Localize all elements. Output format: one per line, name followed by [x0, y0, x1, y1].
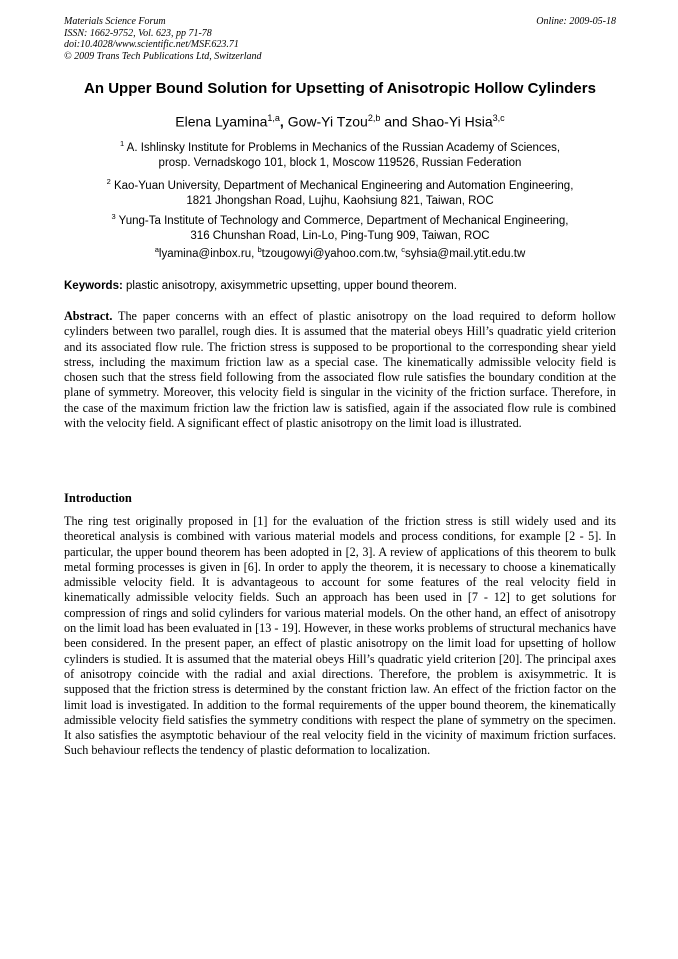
author-superscript: 3,c	[492, 113, 505, 123]
journal-name: Materials Science Forum	[64, 16, 166, 27]
online-date: Online: 2009-05-18	[536, 16, 616, 27]
author-name: Elena Lyamina	[175, 113, 268, 130]
affiliation-number: 3	[111, 212, 116, 221]
introduction-paragraph: The ring test originally proposed in [1] for the evaluation of the friction stress is still widely used and its theoretical analysis is combined with various material models and process conditions, for example [2 - 5]. In particular, the upper bound theorem has been adopted in [2, 3]. A review of applications of this theorem to bulk metal forming processes is given in [6]. In order to apply the theorem, it is necessary to choose a kinematically admissible velocity field. It is advantageous to account for some features of the real velocity field in kinematically admissible velocity fields. Such an approach has been used in [7 - 12] to get solutions for compression of rings and solid cylinders for various material models. On the other hand, an effect of anisotropy on the limit load has been evaluated in [13 - 19]. However, in these works problems of structural mechanics have been considered. In the present paper, an effect of plastic anisotropy on the limit load for upsetting of hollow cylinders is studied. It is assumed that the material obeys Hill’s quadratic yield criterion [20]. The principal axes of anisotropy coincide with the radial and axial directions. Therefore, the problem is axisymmetric. It is supposed that the friction stress is determined by the constant friction law. An effect of the friction factor on the limit load is investigated. In addition to the formal requirements of the upper bound theorem, the kinematically admissible velocity field satisfies the symmetry conditions with respect the plane of symmetry on the specimen. It also satisfies the asymptotic behaviour of the real velocity field in the vicinity of maximum friction surfaces. Such behaviour reflects the tendency of plastic deformation to localization.	[64, 514, 616, 758]
copyright-line: © 2009 Trans Tech Publications Ltd, Switzerland	[64, 50, 262, 62]
email-list	[40, 245, 640, 260]
affiliation-line: Yung-Ta Institute of Technology and Commerce, Department of Mechanical Engineering,	[118, 214, 569, 227]
email-separator: ,	[394, 247, 402, 260]
email-separator: ,	[251, 247, 258, 260]
email-superscript: b	[257, 245, 262, 254]
email-address[interactable]: syhsia@mail.ytit.edu.tw	[404, 247, 526, 260]
email-address[interactable]: lyamina@inbox.ru	[158, 247, 252, 260]
abstract-paragraph	[64, 309, 616, 431]
email-superscript: c	[401, 245, 405, 254]
author-list	[40, 113, 640, 130]
author-separator: ,	[279, 113, 288, 130]
author-superscript: 2,b	[367, 113, 381, 123]
author-separator: and	[380, 113, 412, 130]
author-superscript: 1,a	[267, 113, 280, 123]
affiliation-line: Kao-Yuan University, Department of Mechanical Engineering and Automation Engineering,	[113, 179, 574, 192]
doi-line: doi:10.4028/www.scientific.net/MSF.623.71	[64, 39, 239, 50]
paper-title: An Upper Bound Solution for Upsetting of Anisotropic Hollow Cylinders	[84, 80, 596, 97]
author-name: Shao-Yi Hsia	[411, 113, 493, 130]
affiliation-2	[60, 174, 620, 210]
affiliation-1	[60, 136, 620, 172]
email-address[interactable]: tzougowyi@yahoo.com.tw	[261, 247, 395, 260]
affiliation-line: 1821 Jhongshan Road, Lujhu, Kaohsiung 821, Taiwan, ROC	[186, 195, 494, 208]
affiliation-line: A. Ishlinsky Institute for Problems in Mechanics of the Russian Academy of Sciences,	[126, 141, 561, 154]
affiliation-3	[60, 209, 620, 245]
keywords-line	[64, 280, 616, 292]
affiliation-number: 1	[119, 139, 125, 148]
email-superscript: a	[154, 245, 159, 254]
author-name: Gow-Yi Tzou	[287, 113, 368, 130]
keywords-text: plastic anisotropy, axisymmetric upsetting, upper bound theorem.	[122, 280, 457, 292]
affiliation-number: 2	[106, 177, 111, 186]
introduction-heading: Introduction	[64, 491, 132, 505]
abstract-label: Abstract.	[64, 309, 113, 323]
journal-header	[64, 16, 616, 62]
keywords-label: Keywords:	[64, 280, 123, 292]
issn-line: ISSN: 1662-9752, Vol. 623, pp 71-78	[64, 27, 212, 39]
abstract-text: The paper concerns with an effect of plastic anisotropy on the load required to deform hollow cylinders between two parallel, rough dies. It is assumed that the material obeys Hill’s quadratic yield criterion and its associated flow rule. The friction stress is supposed to be proportional to the corresponding shear yield stress, including the maximum friction law as a special case. The kinematically admissible velocity field is chosen such that the stress field following from the associated flow rule satisfies the boundary condition at the plane of symmetry. Moreover, this velocity field is singular in the vicinity of the friction surface. Therefore, in the case of the maximum friction law the friction law is satisfied, again if the associated flow rule is combined with the velocity field. A significant effect of plastic anisotropy on the limit load is illustrated.	[64, 309, 616, 431]
affiliation-line: prosp. Vernadskogo 101, block 1, Moscow 119526, Russian Federation	[158, 157, 522, 170]
affiliation-line: 316 Chunshan Road, Lin-Lo, Ping-Tung 909, Taiwan, ROC	[190, 230, 490, 243]
